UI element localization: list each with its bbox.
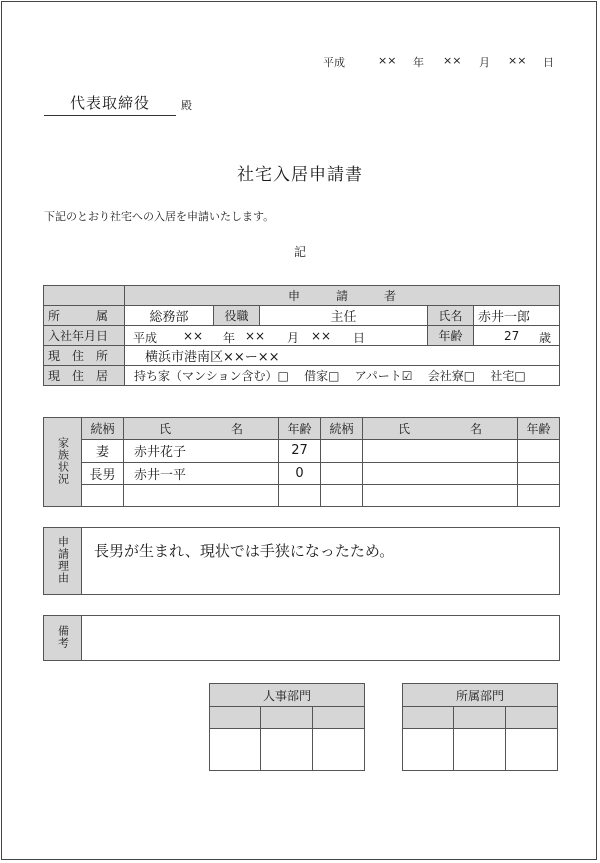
- join-date-month: ××: [245, 329, 266, 343]
- join-date-day: ××: [311, 329, 332, 343]
- applicant-table: [43, 285, 560, 386]
- hr-approval-header-cell: [261, 707, 313, 729]
- hr-approval-stamp-cell[interactable]: [210, 729, 261, 771]
- residence-option-company-dorm[interactable]: 会社寮□: [427, 369, 476, 383]
- department-label: 所 属: [44, 306, 125, 326]
- addressee-name: 代表取締役: [44, 92, 176, 116]
- family-name-header: 氏 名: [124, 418, 279, 440]
- residence-option-own-home[interactable]: 持ち家（マンション含む）□: [134, 369, 289, 383]
- remarks-label: 備考: [44, 616, 82, 661]
- dept-approval-header-cell: [506, 707, 558, 729]
- position-value[interactable]: 主任: [260, 306, 428, 326]
- dept-approval-box: [402, 683, 558, 771]
- join-date-month-unit: 月: [287, 331, 300, 345]
- date-month: ××: [443, 54, 462, 67]
- dept-approval-stamp-cell[interactable]: [506, 729, 558, 771]
- residence-option-apartment[interactable]: アパート☑: [354, 369, 413, 383]
- dept-approval-title: 所属部門: [403, 684, 558, 707]
- hr-approval-stamp-cell[interactable]: [313, 729, 365, 771]
- family-relation-header-2: 続柄: [321, 418, 363, 440]
- family-name[interactable]: 赤井一平: [124, 462, 279, 484]
- residence-option-company-housing[interactable]: 社宅□: [490, 369, 526, 383]
- dept-approval-stamp-cell[interactable]: [454, 729, 506, 771]
- age-value[interactable]: [474, 326, 560, 346]
- name-label: 氏名: [428, 306, 474, 326]
- family-name-2[interactable]: [363, 462, 518, 484]
- family-relation-header: 続柄: [82, 418, 124, 440]
- reason-table: [43, 527, 560, 595]
- applicant-header-blank: [44, 286, 125, 306]
- family-row: [44, 440, 560, 462]
- family-row: [44, 484, 560, 506]
- age-label: 年齢: [428, 326, 474, 346]
- remarks-text[interactable]: [82, 616, 560, 661]
- department-value[interactable]: 総務部: [125, 306, 214, 326]
- reason-text[interactable]: 長男が生まれ、現状では手狭になったため。: [82, 528, 560, 595]
- ki-marker: 記: [293, 245, 306, 259]
- family-relation[interactable]: 妻: [82, 440, 124, 462]
- hr-approval-header-cell: [210, 707, 261, 729]
- residence-option-rented-house[interactable]: 借家□: [304, 369, 340, 383]
- family-name-2[interactable]: [363, 440, 518, 462]
- join-date-value[interactable]: [125, 326, 428, 346]
- checkbox-icon: □: [328, 369, 340, 383]
- date-month-unit: 月: [479, 56, 490, 69]
- join-date-era: 平成: [133, 331, 158, 345]
- checkbox-icon: □: [277, 369, 289, 383]
- addressee-honorific: 殿: [181, 99, 192, 112]
- join-date-year: ××: [183, 329, 204, 343]
- dept-approval-stamp-cell[interactable]: [403, 729, 454, 771]
- family-relation[interactable]: [82, 484, 124, 506]
- checkbox-icon: □: [514, 369, 526, 383]
- residence-label: 現 住 居: [44, 366, 125, 386]
- remarks-table: [43, 615, 560, 661]
- family-name-2[interactable]: [363, 484, 518, 506]
- document-title: 社宅入居申請書: [237, 165, 363, 185]
- family-age[interactable]: 27: [279, 440, 321, 462]
- intro-text: 下記のとおり社宅への入居を申請いたします。: [44, 210, 275, 223]
- date-era: 平成: [323, 56, 345, 69]
- dept-approval-header-cell: [454, 707, 506, 729]
- family-age[interactable]: 0: [279, 462, 321, 484]
- family-relation-2[interactable]: [321, 484, 363, 506]
- date-day: ××: [508, 54, 527, 67]
- family-age-header: 年齢: [279, 418, 321, 440]
- name-value[interactable]: 赤井一郎: [474, 306, 560, 326]
- family-row: [44, 462, 560, 484]
- family-age-header-2: 年齢: [518, 418, 560, 440]
- checkbox-checked-icon: ☑: [401, 369, 413, 383]
- family-age-2[interactable]: [518, 462, 560, 484]
- family-name-header-2: 氏 名: [363, 418, 518, 440]
- applicant-header: 申 請 者: [125, 286, 560, 306]
- address-value[interactable]: 横浜市港南区××ー××: [125, 346, 560, 366]
- checkbox-icon: □: [463, 369, 476, 383]
- hr-approval-box: [209, 683, 365, 771]
- family-relation-2[interactable]: [321, 440, 363, 462]
- residence-options: [125, 366, 560, 386]
- hr-approval-header-cell: [313, 707, 365, 729]
- hr-approval-title: 人事部門: [210, 684, 365, 707]
- family-age-2[interactable]: [518, 484, 560, 506]
- family-name[interactable]: [124, 484, 279, 506]
- reason-label: 申請理由: [44, 528, 82, 595]
- address-label: 現 住 所: [44, 346, 125, 366]
- family-age-2[interactable]: [518, 440, 560, 462]
- join-date-year-unit: 年: [223, 331, 236, 345]
- date-year: ××: [378, 54, 397, 67]
- family-section-label: 家族状況: [44, 418, 82, 507]
- date-year-unit: 年: [413, 56, 424, 69]
- family-relation[interactable]: 長男: [82, 462, 124, 484]
- age-unit: 歳: [539, 331, 552, 345]
- age-number: 27: [504, 329, 520, 343]
- family-name[interactable]: 赤井花子: [124, 440, 279, 462]
- join-date-label: 入社年月日: [44, 326, 125, 346]
- join-date-day-unit: 日: [353, 331, 366, 345]
- family-relation-2[interactable]: [321, 462, 363, 484]
- family-age[interactable]: [279, 484, 321, 506]
- family-table: [43, 417, 560, 507]
- position-label: 役職: [214, 306, 260, 326]
- hr-approval-stamp-cell[interactable]: [261, 729, 313, 771]
- dept-approval-header-cell: [403, 707, 454, 729]
- date-day-unit: 日: [543, 56, 554, 69]
